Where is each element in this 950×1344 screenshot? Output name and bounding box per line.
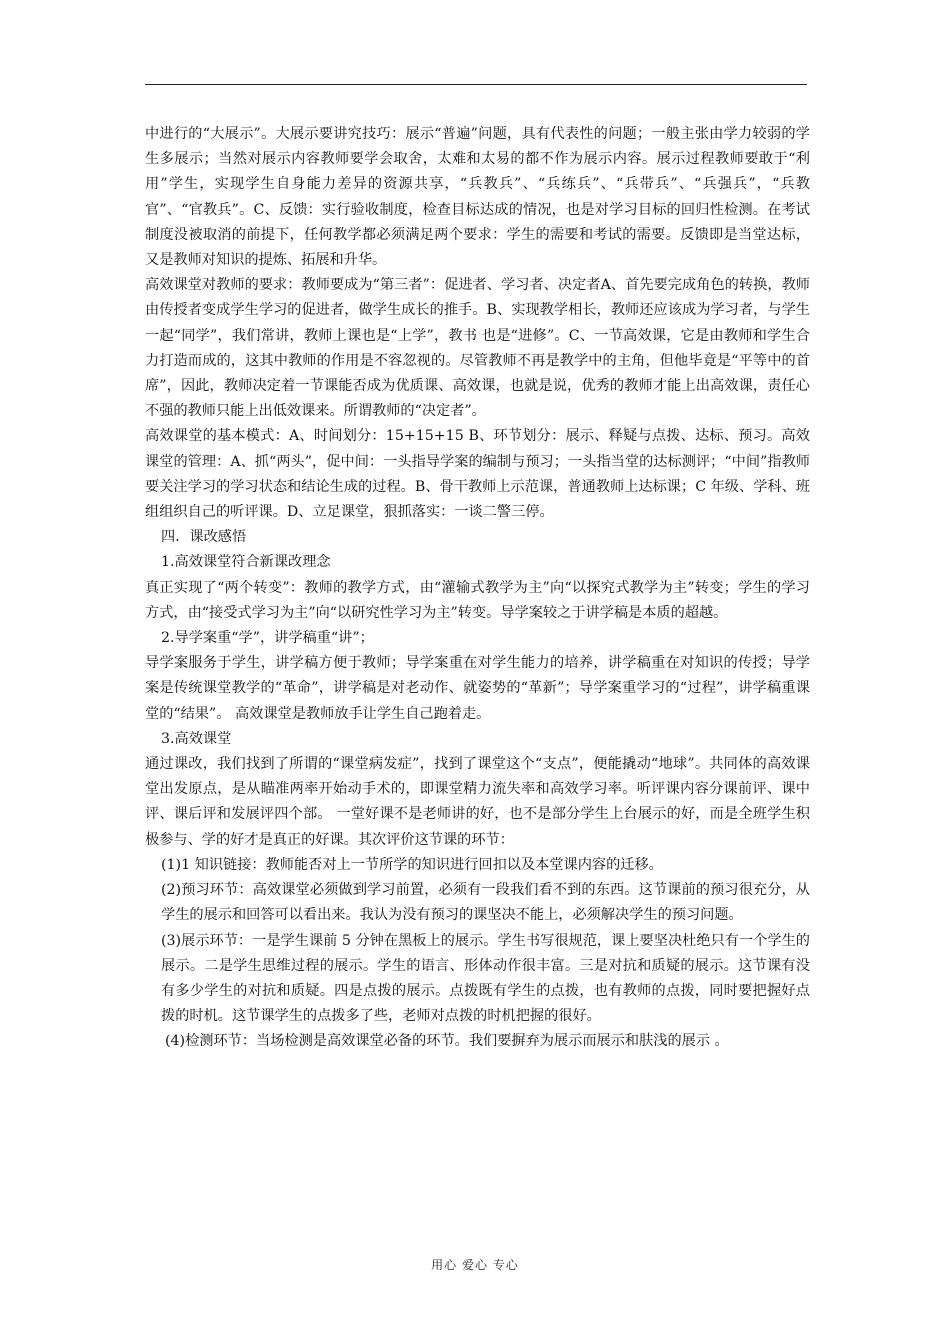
paragraph: 高效课堂的基本模式：A、时间划分：15+15+15 B、环节划分：展示、释疑与点拨、达标、预习。高效课堂的管理：A、抓“两头”，促中间：一头指导学案的编制与预习；一头指当堂的达标测评；“中间”指教师要关注学习的学习状态和结论生成的过程。B、骨干教师上示范课，普通教师上达标课；C 年级、学科、班组组织自己的听评课。D、立足课堂，狠抓落实：一谈二警三停。 (145, 428, 810, 521)
list-item: (4)检测环节：当场检测是高效课堂必备的环节。我们要摒弃为展示而展示和肤浅的展示 。 (165, 1033, 729, 1050)
paragraph: 高效课堂对教师的要求：教师要成为“第三者”：促进者、学习者、决定者A、首先要完成角色的转换，教师由传授者变成学生学习的促进者，做学生成长的推手。B、实现教学相长，教师还应该成为学习者，与学生一起“同学”，我们常讲，教师上课也是“上学”，教书 也是“进修”。C、一节高效课，它是由教师和学生合力打造而成的，这其中教师的作用是不容忽视的。尽管教师不再是教学中的主角，但他毕竟是“平等中的首席”，因此，教师决定着一节课能否成为优质课、高效课，也就是说，优秀的教师才能上出高效课，责任心不强的教师只能上出低效课来。所谓教师的“决定者”。 (145, 277, 810, 420)
paragraph: 真正实现了“两个转变”：教师的教学方式，由“灌输式教学为主”向“以探究式教学为主”转变；学生的学习方式，由“接受式学习为主”向“以研究性学习为主”转变。导学案较之于讲学稿是本质的超越。 (145, 579, 810, 621)
subsection-heading: 1.高效课堂符合新课改理念 (161, 554, 331, 571)
page-footer: 用心 爱心 专心 (431, 1258, 519, 1272)
subsection-heading: 3.高效课堂 (161, 730, 232, 747)
list-item: (1)1 知识链接：教师能否对上一节所学的知识进行回扣以及本堂课内容的迁移。 (161, 856, 663, 873)
document-body (145, 122, 810, 1055)
paragraph: 通过课改，我们找到了所谓的“课堂病发症”，找到了课堂这个“支点”，便能撬动“地球”。共同体的高效课堂出发原点，是从瞄准两率开始动手术的，即课堂精力流失率和高效学习率。听评课内容分课前评、课中评、课后评和发展评四个部。 一堂好课不是老师讲的好，也不是部分学生上台展示的好，而是全班学生积极参与、学的好才是真正的好课。其次评价这节课的环节： (145, 756, 810, 848)
paragraph: 导学案服务于学生，讲学稿方便于教师；导学案重在对学生能力的培养，讲学稿重在对知识的传授；导学案是传统课堂教学的“革命”，讲学稿是对老动作、就姿势的“革新”；导学案重学习的“过程”，讲学稿重课堂的“结果”。 高效课堂是教师放手让学生自己跑着走。 (145, 655, 810, 722)
paragraph: 中进行的“大展示”。大展示要讲究技巧：展示“普遍”问题，具有代表性的问题；一般主张由学力较弱的学生多展示；当然对展示内容教师要学会取舍，太难和太易的都不作为展示内容。展示过程教师要敢于“利用”学生，实现学生自身能力差异的资源共享，“兵教兵”、“兵练兵”、“兵带兵”、“兵强兵”，“兵教官”、“官教兵”。C、反馈：实行验收制度，检查目标达成的情况，也是对学习目标的回归性检测。在考试制度没被取消的前提下，任何教学都必须满足两个要求：学生的需要和考试的需要。反馈即是当堂达标，又是教师对知识的提炼、拓展和升华。 (145, 126, 810, 269)
list-item: (3)展示环节：一是学生课前 5 分钟在黑板上的展示。学生书写很规范，课上要坚决杜绝只有一个学生的展示。二是学生思维过程的展示。学生的语言、形体动作很丰富。三是对抗和质疑的展示。这节课有没有多少学生的对抗和质疑。四是点拨的展示。点拨既有学生的点拨，也有教师的点拨，同时要把握好点拨的时机。这节课学生的点拨多了些，老师对点拨的时机把握的很好。 (161, 932, 810, 1025)
subsection-heading: 2.导学案重“学”，讲学稿重“讲”； (161, 630, 374, 647)
section-heading: 四．课改感悟 (161, 529, 247, 546)
list-item: (2)预习环节：高效课堂必须做到学习前置，必须有一段我们看不到的东西。这节课前的预习很充分，从学生的展示和回答可以看出来。我认为没有预习的课坚决不能上，必须解决学生的预习问题。 (161, 882, 810, 924)
header-rule (145, 84, 807, 85)
